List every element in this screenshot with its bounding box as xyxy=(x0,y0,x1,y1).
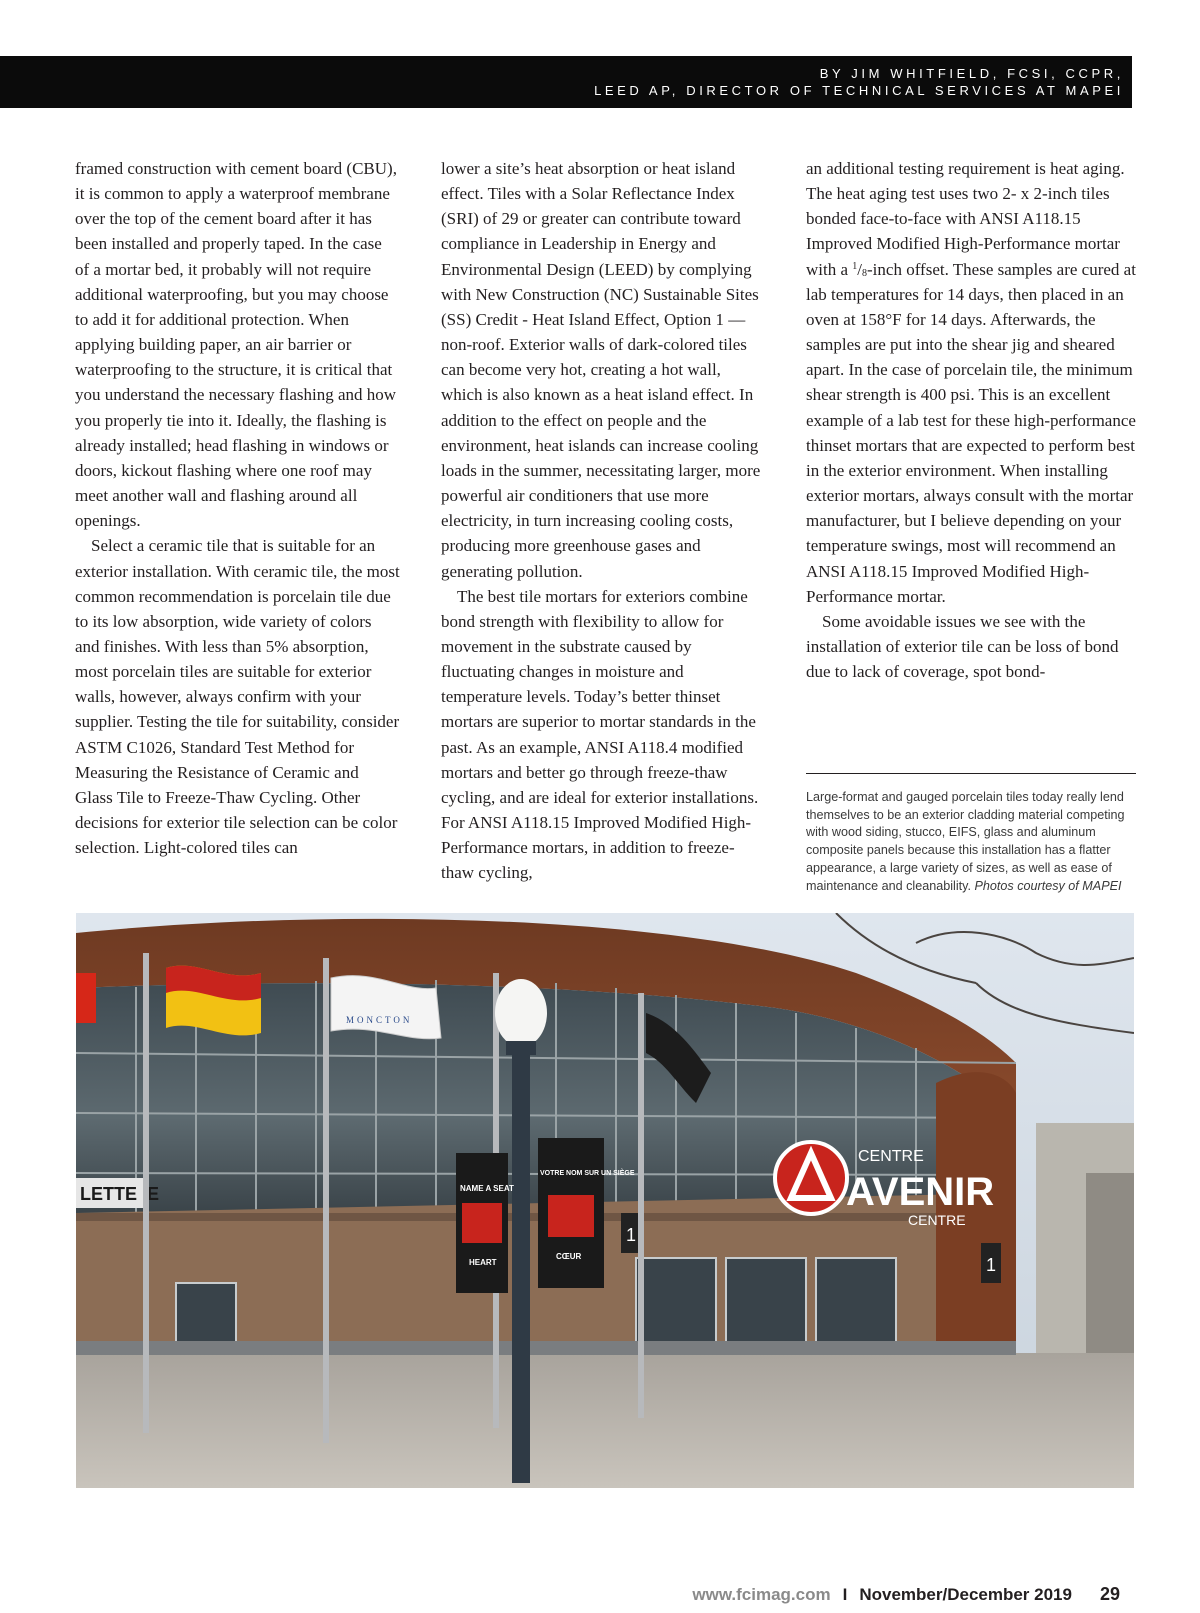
byline-line-1: BY JIM WHITFIELD, FCSI, CCPR, xyxy=(819,66,1124,81)
footer-url: www.fcimag.com xyxy=(692,1585,831,1604)
sign-avenir: AVENIR xyxy=(846,1170,995,1214)
banner-left-seat xyxy=(462,1203,502,1243)
col3-paragraph-2: Some avoidable issues we see with the installation of exterior tile can be loss of bond due to lack of coverage, spot bond- xyxy=(806,611,1119,682)
banner-right-title: VOTRE NOM SUR UN SIÈGE xyxy=(540,1170,635,1177)
sign-centre-bottom: CENTRE xyxy=(908,1212,966,1228)
footer-separator: I xyxy=(842,1585,848,1604)
door-number-1: 1 xyxy=(626,1225,637,1245)
col3-text-a: an additional testing requirement is heat aging. The heat aging test uses two 2- x 2-inch tiles bonded face-to-face with ANSI A118.15 Improved Modified High-Performance mortar with a xyxy=(806,159,1125,279)
arena-photo xyxy=(76,913,1134,1488)
photo-caption xyxy=(806,789,1140,895)
caption-text: Large-format and gauged porcelain tiles today really lend themselves to be an exterior cladding material competing with wood siding, stucco, EIFS, glass and aluminum composite panels because this installation has a flatter appearance, a large variety of sizes, as well as ease of maintenance and cleanability. xyxy=(806,790,1125,893)
railing xyxy=(76,1341,1016,1355)
fraction-numerator: 1 xyxy=(852,260,858,272)
sign-centre-top: CENTRE xyxy=(858,1148,924,1165)
banner-right-seat xyxy=(548,1195,594,1237)
banner-left-title: NAME A SEAT xyxy=(460,1184,514,1193)
door-number-2: 1 xyxy=(986,1255,997,1275)
banner-left-foot: HEART xyxy=(469,1258,497,1267)
banner-right-foot: CŒUR xyxy=(556,1252,582,1261)
left-sign-text: LETTE IE xyxy=(80,1184,160,1204)
arena-photo-illustration xyxy=(76,913,1134,1488)
article-column-3 xyxy=(806,156,1136,684)
plaza-pavement xyxy=(76,1353,1134,1488)
col1-paragraph-1: framed construction with cement board (CBU), it is common to apply a waterproof membrane over the top of the cement board after it has been installed and properly taped. In the case of a mortar bed, it probably will not require additional waterproofing, but you may choose to add it for additional protection. When applying building paper, an air barrier or waterproofing to the structure, it is critical that you understand the necessary flashing and how you properly tie into it. Ideally, the flashing is already installed; head flashing in windows or doors, kickout flashing where one roof may meet another wall and flashing around all openings. xyxy=(75,159,397,531)
byline-line-2: LEED AP, DIRECTOR OF TECHNICAL SERVICES AT MAPEI xyxy=(594,83,1124,98)
page-number: 29 xyxy=(1099,1584,1120,1604)
fraction-denominator: 8 xyxy=(862,267,868,279)
flag-moncton-text: MONCTON xyxy=(346,1015,413,1025)
lamp-post xyxy=(512,1033,530,1483)
col2-paragraph-2: The best tile mortars for exteriors combine bond strength with flexibility to allow for movement in the substrate caused by fluctuating changes in moisture and temperature levels. Today’s better thinset mortars are superior to mortar standards in the past. As an example, ANSI A118.4 modified mortars and better go through freeze-thaw cycling, and are ideal for exterior installations. For ANSI A118.15 Improved Modified High-Performance mortars, in addition to freeze-thaw cycling, xyxy=(441,586,759,883)
flag-canada xyxy=(76,973,96,1023)
caption-credit: Photos courtesy of MAPEI xyxy=(974,878,1122,893)
background-building-2 xyxy=(1086,1173,1134,1353)
col1-paragraph-2: Select a ceramic tile that is suitable for an exterior installation. With ceramic tile, the most common recommendation is porcelain tile due to its low absorption, wide variety of colors and finishes. With less than 5% absorption, most porcelain tiles are suitable for exterior walls, however, always confirm with your supplier. Testing the tile for suitability, consider ASTM C1026, Standard Test Method for Measuring the Resistance of Ceramic and Glass Tile to Freeze-Thaw Cycling. Other decisions for exterior tile selection can be color selection. Light-colored tiles can xyxy=(75,536,400,858)
col2-paragraph-1: lower a site’s heat absorption or heat island effect. Tiles with a Solar Reflectance Index (SRI) of 29 or greater can contribute toward compliance in Leadership in Energy and Environmental Design (LEED) by complying with New Construction (NC) Sustainable Sites (SS) Credit - Heat Island Effect, Option 1 — non-roof. Exterior walls of dark-colored tiles can become very hot, creating a hot wall, which is also known as a heat island effect. In addition to the effect on people and the environment, heat islands can increase cooling loads in the summer, necessitating larger, more powerful air conditioners that use more electricity, in turn increasing cooling costs, producing more greenhouse gases and generating pollution. xyxy=(441,159,761,581)
col3-paragraph-1: an additional testing requirement is heat aging. The heat aging test uses two 2- x 2-inch tiles bonded face-to-face with ANSI A118.15 Improved Modified High-Performance mortar with a $^1/_8$-inch offset. These samples are cured at lab temperatures for 14 days, then placed in an oven at 158°F for 14 days. Afterwards, the samples are put into the shear jig and sheared apart. In the case of porcelain tile, the minimum shear strength is 400 psi. This is an excellent example of a lab test for these high-performance thinset mortars that are expected to perform best in the exterior environment. When installing exterior mortars, always consult with the mortar manufacturer, but I believe depending on your temperature swings, most will recommend an ANSI A118.15 Improved Modified High-Performance mortar. xyxy=(806,159,1136,606)
caption-divider xyxy=(806,773,1136,774)
page-footer xyxy=(692,1584,1120,1605)
lamp-collar xyxy=(506,1041,536,1055)
lamp-globe xyxy=(495,979,547,1047)
footer-issue: November/December 2019 xyxy=(859,1585,1072,1604)
byline-bar xyxy=(0,56,1132,108)
article-column-2 xyxy=(441,156,766,886)
col3-text-b: -inch offset. These samples are cured at lab temperatures for 14 days, then placed in an oven at 158°F for 14 days. Afterwards, the samples are put into the shear jig and sheared apart. In the case of porcelain tile, the minimum shear strength is 400 psi. This is an excellent example of a lab test for these high-performance thinset mortars that are expected to perform best in the exterior environment. When installing exterior mortars, always consult with the mortar manufacturer, but I believe depending on your temperature swings, most will recommend an ANSI A118.15 Improved Modified High-Performance mortar. xyxy=(806,259,1136,606)
article-column-1 xyxy=(75,156,400,860)
